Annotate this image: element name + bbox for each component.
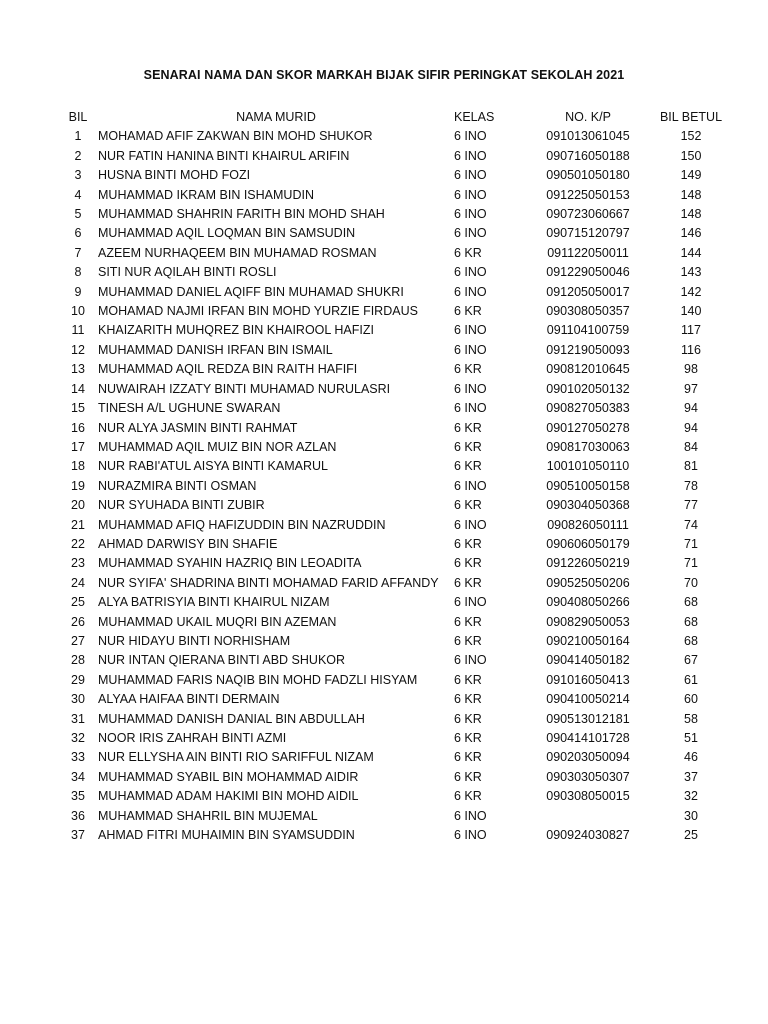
cell-nama: ALYA BATRISYIA BINTI KHAIRUL NIZAM (98, 595, 330, 610)
cell-nama: NOOR IRIS ZAHRAH BINTI AZMI (98, 731, 287, 745)
cell-kelas: 6 INO (454, 207, 487, 222)
column-header-kelas: KELAS (454, 110, 495, 124)
table-row (58, 671, 732, 690)
table-row (58, 419, 732, 438)
cell-kelas: 6 INO (454, 226, 487, 241)
cell-nama: NUR SYUHADA BINTI ZUBIR (98, 498, 265, 513)
cell-kelas: 6 KR (454, 575, 482, 590)
table-row (58, 341, 732, 360)
cell-nama: ALYAA HAIFAA BINTI DERMAIN (98, 692, 280, 707)
cell-betul: 143 (680, 265, 702, 280)
score-table (58, 108, 732, 845)
cell-kp: 090210050164 (546, 633, 630, 648)
cell-kp: 091122050011 (547, 245, 629, 260)
cell-bil: 19 (71, 478, 85, 493)
cell-betul: 148 (680, 207, 702, 222)
cell-kp: 090827050383 (546, 401, 630, 416)
cell-kelas: 6 INO (454, 129, 487, 144)
cell-kelas: 6 KR (454, 536, 482, 551)
cell-nama: MUHAMMAD AQIL MUIZ BIN NOR AZLAN (98, 439, 337, 454)
table-row (58, 593, 732, 612)
table-row (58, 360, 732, 379)
cell-bil: 34 (71, 769, 85, 784)
cell-kp: 090723060667 (546, 207, 630, 222)
cell-kelas: 6 INO (454, 148, 487, 163)
table-row (58, 807, 732, 826)
cell-kp: 090414101728 (546, 731, 630, 745)
cell-betul: 68 (684, 595, 698, 610)
cell-betul: 32 (684, 789, 698, 804)
cell-betul: 37 (684, 769, 698, 784)
cell-nama: MUHAMMAD ADAM HAKIMI BIN MOHD AIDIL (98, 789, 359, 804)
cell-nama: MUHAMMAD AFIQ HAFIZUDDIN BIN NAZRUDDIN (98, 517, 386, 532)
cell-betul: 51 (684, 731, 698, 745)
cell-kp: 090525050206 (546, 575, 630, 590)
cell-betul: 78 (684, 478, 698, 493)
cell-bil: 4 (74, 187, 82, 202)
cell-betul: 71 (684, 556, 698, 571)
cell-kelas: 6 KR (454, 731, 482, 745)
cell-kp: 091229050046 (546, 265, 630, 280)
cell-bil: 27 (71, 633, 85, 648)
cell-bil: 11 (71, 323, 85, 338)
cell-bil: 9 (74, 284, 82, 299)
cell-kelas: 6 KR (454, 750, 482, 765)
cell-betul: 116 (681, 342, 701, 357)
table-row (58, 244, 732, 263)
cell-bil: 23 (71, 556, 85, 571)
cell-bil: 16 (71, 420, 85, 435)
cell-betul: 94 (684, 420, 698, 435)
table-row (58, 826, 732, 845)
cell-nama: SITI NUR AQILAH BINTI ROSLI (98, 265, 277, 280)
cell-betul: 97 (684, 381, 698, 396)
cell-bil: 14 (71, 381, 85, 396)
cell-kelas: 6 INO (454, 342, 487, 357)
cell-kelas: 6 INO (454, 284, 487, 299)
cell-kp: 090308050357 (546, 304, 630, 319)
cell-bil: 18 (71, 459, 85, 474)
cell-kelas: 6 KR (454, 304, 482, 319)
table-row (58, 574, 732, 593)
cell-betul: 144 (680, 245, 702, 260)
cell-kp: 091225050153 (546, 187, 630, 202)
cell-kelas: 6 INO (454, 381, 487, 396)
column-header-kp: NO. K/P (565, 110, 611, 124)
cell-nama: NUR INTAN QIERANA BINTI ABD SHUKOR (98, 653, 346, 668)
cell-bil: 35 (71, 789, 85, 804)
cell-kp: 090410050214 (546, 692, 630, 707)
cell-betul: 68 (684, 614, 698, 629)
cell-kelas: 6 KR (454, 692, 482, 707)
cell-kelas: 6 KR (454, 459, 482, 474)
table-row (58, 710, 732, 729)
cell-kelas: 6 KR (454, 769, 482, 784)
cell-bil: 21 (71, 517, 85, 532)
cell-betul: 58 (684, 711, 698, 726)
table-row (58, 302, 732, 321)
cell-bil: 6 (74, 226, 82, 241)
cell-nama: KHAIZARITH MUHQREZ BIN KHAIROOL HAFIZI (98, 323, 374, 338)
cell-kp: 090308050015 (546, 789, 630, 804)
cell-kelas: 6 KR (454, 672, 482, 687)
cell-bil: 28 (71, 653, 85, 668)
cell-betul: 71 (684, 536, 698, 551)
cell-nama: NUR FATIN HANINA BINTI KHAIRUL ARIFIN (98, 148, 350, 163)
cell-nama: MUHAMMAD IKRAM BIN ISHAMUDIN (98, 187, 314, 202)
cell-bil: 17 (71, 439, 85, 454)
cell-bil: 20 (71, 498, 85, 513)
cell-kp: 090606050179 (546, 536, 630, 551)
cell-bil: 13 (71, 362, 85, 377)
cell-nama: MUHAMMAD DANIEL AQIFF BIN MUHAMAD SHUKRI (98, 284, 404, 299)
cell-bil: 1 (74, 129, 82, 144)
cell-betul: 77 (684, 498, 698, 513)
cell-kp: 090817030063 (546, 439, 630, 454)
table-row (58, 283, 732, 302)
table-row (58, 263, 732, 282)
cell-kelas: 6 KR (454, 420, 482, 435)
cell-kelas: 6 KR (454, 498, 482, 513)
cell-kp: 090829050053 (546, 614, 630, 629)
table-row (58, 457, 732, 476)
table-row (58, 729, 732, 748)
cell-kp: 090826050111 (547, 517, 629, 532)
cell-bil: 29 (71, 672, 85, 687)
cell-betul: 61 (684, 672, 698, 687)
column-header-nama: NAMA MURID (236, 110, 316, 124)
cell-kelas: 6 INO (454, 265, 487, 280)
table-row (58, 205, 732, 224)
cell-nama: MUHAMMAD AQIL REDZA BIN RAITH HAFIFI (98, 362, 358, 377)
table-row (58, 166, 732, 185)
cell-kelas: 6 KR (454, 789, 482, 804)
cell-kelas: 6 INO (454, 187, 487, 202)
cell-kelas: 6 KR (454, 245, 482, 260)
cell-bil: 26 (71, 614, 85, 629)
cell-nama: MUHAMMAD DANISH DANIAL BIN ABDULLAH (98, 711, 365, 726)
cell-nama: NUWAIRAH IZZATY BINTI MUHAMAD NURULASRI (98, 381, 391, 396)
cell-bil: 2 (74, 148, 82, 163)
cell-kelas: 6 KR (454, 614, 482, 629)
cell-betul: 94 (684, 401, 698, 416)
cell-bil: 10 (71, 304, 85, 319)
table-row (58, 438, 732, 457)
cell-nama: MUHAMMAD SHAHRIN FARITH BIN MOHD SHAH (98, 207, 385, 222)
cell-betul: 74 (684, 517, 698, 532)
cell-kp: 091016050413 (546, 672, 630, 687)
table-header (58, 108, 732, 127)
cell-bil: 7 (74, 245, 82, 260)
cell-nama: MUHAMMAD UKAIL MUQRI BIN AZEMAN (98, 614, 337, 629)
cell-betul: 60 (684, 692, 698, 707)
table-row (58, 787, 732, 806)
table-body (58, 127, 732, 845)
cell-nama: NUR HIDAYU BINTI NORHISHAM (98, 633, 291, 648)
cell-kelas: 6 INO (454, 517, 487, 532)
cell-bil: 31 (71, 711, 85, 726)
cell-kelas: 6 INO (454, 595, 487, 610)
cell-nama: MUHAMMAD FARIS NAQIB BIN MOHD FADZLI HISYAM (98, 672, 418, 687)
cell-bil: 5 (74, 207, 82, 222)
table-row (58, 651, 732, 670)
cell-kp: 090716050188 (546, 148, 630, 163)
cell-nama: TINESH A/L UGHUNE SWARAN (98, 401, 281, 416)
cell-betul: 70 (684, 575, 698, 590)
cell-nama: AHMAD DARWISY BIN SHAFIE (98, 536, 278, 551)
cell-nama: HUSNA BINTI MOHD FOZI (98, 168, 251, 183)
cell-betul: 152 (680, 129, 702, 144)
cell-betul: 98 (684, 362, 698, 377)
table-row (58, 613, 732, 632)
table-row (58, 147, 732, 166)
cell-betul: 68 (684, 633, 698, 648)
table-row (58, 380, 732, 399)
table-row (58, 690, 732, 709)
cell-kp: 091226050219 (546, 556, 630, 571)
cell-nama: MOHAMAD AFIF ZAKWAN BIN MOHD SHUKOR (98, 129, 373, 144)
cell-nama: NUR RABI'ATUL AISYA BINTI KAMARUL (98, 459, 328, 474)
table-row (58, 477, 732, 496)
cell-kp: 091104100759 (546, 323, 630, 338)
cell-kp: 090304050368 (546, 498, 630, 513)
cell-betul: 30 (684, 808, 698, 823)
cell-betul: 84 (684, 439, 698, 454)
cell-kelas: 6 KR (454, 556, 482, 571)
cell-betul: 150 (680, 148, 702, 163)
cell-kelas: 6 INO (454, 401, 487, 416)
cell-kp: 090812010645 (546, 362, 630, 377)
cell-bil: 37 (71, 828, 85, 843)
cell-bil: 22 (71, 536, 85, 551)
cell-bil: 12 (71, 342, 85, 357)
column-header-betul: BIL BETUL (659, 110, 723, 124)
cell-kelas: 6 INO (454, 168, 487, 183)
cell-betul: 67 (684, 653, 698, 668)
cell-kelas: 6 INO (454, 653, 487, 668)
cell-nama: MUHAMMAD SYABIL BIN MOHAMMAD AIDIR (98, 769, 359, 784)
cell-kp: 091205050017 (546, 284, 630, 299)
cell-nama: MUHAMMAD AQIL LOQMAN BIN SAMSUDIN (98, 226, 356, 241)
cell-betul: 142 (680, 284, 702, 299)
cell-kelas: 6 KR (454, 633, 482, 648)
cell-kelas: 6 INO (454, 808, 487, 823)
cell-kelas: 6 KR (454, 711, 482, 726)
cell-kelas: 6 INO (454, 323, 487, 338)
cell-nama: MOHAMAD NAJMI IRFAN BIN MOHD YURZIE FIRDAUS (98, 304, 418, 319)
table-row (58, 399, 732, 418)
table-row (58, 768, 732, 787)
cell-nama: MUHAMMAD SHAHRIL BIN MUJEMAL (98, 808, 318, 823)
page-title: SENARAI NAMA DAN SKOR MARKAH BIJAK SIFIR PERINGKAT SEKOLAH 2021 (143, 68, 625, 82)
cell-bil: 36 (71, 808, 85, 823)
cell-betul: 140 (680, 304, 702, 319)
cell-bil: 33 (71, 750, 85, 765)
cell-kp: 091013061045 (546, 129, 630, 144)
cell-betul: 148 (680, 187, 702, 202)
cell-betul: 25 (684, 828, 698, 843)
cell-bil: 15 (71, 401, 85, 416)
table-row (58, 535, 732, 554)
cell-bil: 3 (74, 168, 82, 183)
cell-kelas: 6 KR (454, 362, 482, 377)
cell-kp: 090127050278 (546, 420, 630, 435)
cell-nama: AZEEM NURHAQEEM BIN MUHAMAD ROSMAN (98, 245, 377, 260)
column-header-bil: BIL (68, 110, 88, 124)
cell-bil: 30 (71, 692, 85, 707)
cell-nama: NUR ELLYSHA AIN BINTI RIO SARIFFUL NIZAM (98, 750, 374, 765)
cell-betul: 117 (681, 323, 701, 338)
cell-bil: 24 (71, 575, 85, 590)
cell-nama: NURAZMIRA BINTI OSMAN (98, 478, 257, 493)
cell-kelas: 6 INO (454, 478, 487, 493)
cell-kp: 090408050266 (546, 595, 630, 610)
table-row (58, 496, 732, 515)
cell-kp: 090102050132 (546, 381, 630, 396)
cell-kp: 090715120797 (546, 226, 630, 241)
table-row (58, 748, 732, 767)
cell-betul: 81 (684, 459, 698, 474)
cell-bil: 25 (71, 595, 85, 610)
cell-kelas: 6 KR (454, 439, 482, 454)
cell-bil: 8 (74, 265, 82, 280)
cell-kp: 090303050307 (546, 769, 630, 784)
table-row (58, 516, 732, 535)
cell-kp: 090924030827 (546, 828, 630, 843)
cell-betul: 146 (680, 226, 702, 241)
cell-kp: 090501050180 (546, 168, 630, 183)
table-row (58, 554, 732, 573)
table-row (58, 186, 732, 205)
cell-nama: NUR ALYA JASMIN BINTI RAHMAT (98, 420, 298, 435)
cell-betul: 46 (684, 750, 698, 765)
cell-betul: 149 (680, 168, 702, 183)
cell-bil: 32 (71, 731, 85, 745)
cell-kp: 090203050094 (546, 750, 630, 765)
cell-kp (526, 807, 650, 826)
table-row (58, 224, 732, 243)
cell-nama: AHMAD FITRI MUHAIMIN BIN SYAMSUDDIN (98, 828, 355, 843)
cell-nama: NUR SYIFA' SHADRINA BINTI MOHAMAD FARID AFFANDY (98, 575, 439, 590)
cell-kp: 090510050158 (546, 478, 630, 493)
cell-kp: 100101050110 (546, 459, 630, 474)
cell-kp: 090414050182 (546, 653, 630, 668)
table-row (58, 321, 732, 340)
cell-kp: 090513012181 (546, 711, 630, 726)
cell-kelas: 6 INO (454, 828, 487, 843)
cell-kp: 091219050093 (546, 342, 630, 357)
cell-nama: MUHAMMAD SYAHIN HAZRIQ BIN LEOADITA (98, 556, 362, 571)
table-row (58, 632, 732, 651)
table-row (58, 127, 732, 146)
cell-nama: MUHAMMAD DANISH IRFAN BIN ISMAIL (98, 342, 333, 357)
header-row (58, 108, 732, 127)
